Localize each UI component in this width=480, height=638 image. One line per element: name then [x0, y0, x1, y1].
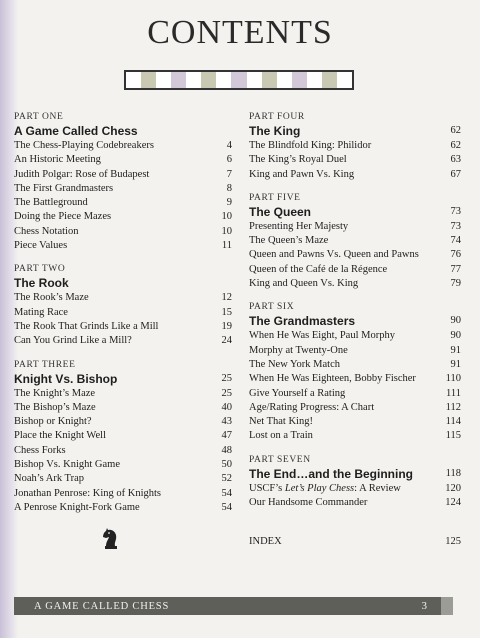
toc-entry-title: Bishop Vs. Knight Game — [14, 459, 120, 471]
toc-entry-page: 7 — [226, 168, 232, 180]
toc-entry — [14, 501, 232, 515]
toc-entry-title: A Penrose Knight-Fork Game — [14, 501, 140, 513]
toc-entry-page: 110 — [445, 373, 461, 385]
toc-entry-page: 40 — [221, 401, 232, 413]
toc-entry-title: The Blindfold King: Philidor — [249, 140, 372, 151]
toc-entry — [14, 210, 232, 224]
index-page: 125 — [445, 536, 461, 547]
toc-entry-title: Doing the Piece Mazes — [14, 211, 112, 223]
section-title-page: 118 — [445, 467, 461, 479]
section-title-text: Knight Vs. Bishop — [14, 371, 118, 386]
toc-entry — [249, 358, 461, 372]
toc-entry-page: 76 — [450, 249, 461, 261]
banner-square — [277, 72, 292, 88]
banner-square — [337, 72, 352, 88]
toc-entry-page: 24 — [221, 335, 232, 347]
toc-entry-page: 47 — [221, 430, 232, 442]
toc-entry-page: 54 — [221, 501, 232, 513]
toc-entry-page: 8 — [226, 182, 232, 194]
section-title-text: The King — [249, 124, 301, 138]
toc-entry-page: 74 — [450, 235, 461, 247]
toc-entry-title: The Rook That Grinds Like a Mill — [14, 320, 159, 332]
toc-entry-title: Age/Rating Progress: A Chart — [249, 401, 375, 413]
toc-entry — [249, 372, 461, 386]
part-label: PART ONE — [14, 112, 64, 122]
toc-entry-title: Queen of the Café de la Régence — [249, 263, 388, 275]
toc-entry — [14, 415, 232, 429]
section-title — [249, 204, 461, 220]
toc-entry-title: Judith Polgar: Rose of Budapest — [14, 168, 150, 180]
toc-entry-title: King and Queen Vs. King — [249, 278, 359, 290]
toc-entry-title: Place the Knight Well — [14, 430, 106, 442]
page-title: CONTENTS — [147, 14, 333, 51]
toc-entry-title: Jonathan Penrose: King of Knights — [14, 487, 161, 499]
toc-entry-title: Presenting Her Majesty — [249, 220, 349, 232]
toc-entry — [14, 472, 232, 486]
toc-entry-page: 15 — [221, 306, 232, 318]
toc-entry-title: The Chess-Playing Codebreakers — [14, 140, 154, 151]
toc-entry-title: The King’s Royal Duel — [249, 154, 347, 166]
toc-entry-title: The Rook’s Maze — [14, 292, 89, 304]
toc-entry-page: 63 — [450, 154, 461, 166]
toc-entry-title: The Queen’s Maze — [249, 235, 329, 247]
toc-entry-title: Bishop or Knight? — [14, 416, 92, 428]
toc-entry-title: The Battleground — [14, 197, 88, 209]
toc-entry-page: 12 — [221, 292, 232, 304]
section-title: A Game Called Chess — [14, 124, 138, 138]
toc-entry-title: USCF’s Let’s Play Chess: A Review — [249, 482, 401, 494]
footer-page-number: 3 — [421, 600, 427, 612]
part-label: PART FOUR — [249, 112, 305, 122]
section-title — [249, 123, 461, 139]
toc-entry-page: 79 — [450, 278, 461, 290]
toc-entry-page: 9 — [226, 197, 232, 209]
part-label: PART TWO — [14, 264, 66, 275]
toc-entry — [249, 387, 461, 401]
toc-entry-title: Mating Race — [14, 306, 68, 318]
section-title: The Rook — [14, 276, 69, 291]
toc-entry-title: When He Was Eighteen, Bobby Fischer — [249, 373, 416, 385]
toc-entry-page: 10 — [221, 225, 232, 237]
toc-entry — [249, 496, 461, 510]
toc-entry-page: 120 — [445, 482, 461, 494]
banner-square — [186, 72, 201, 88]
toc-entry-page: 62 — [450, 140, 461, 151]
toc-entry — [249, 168, 461, 182]
contents-section — [249, 111, 461, 182]
part-label: PART SIX — [249, 302, 295, 313]
toc-entry — [14, 182, 232, 196]
toc-entry-page: 67 — [450, 168, 461, 180]
index-label: INDEX — [249, 536, 282, 547]
section-title — [14, 371, 232, 387]
toc-entry-title: Chess Forks — [14, 444, 66, 456]
part-label: PART SEVEN — [249, 454, 311, 465]
banner-square — [156, 72, 171, 88]
toc-entry — [249, 220, 461, 234]
toc-entry-title: Lost on a Train — [249, 430, 313, 442]
contents-section — [249, 192, 461, 291]
toc-entry — [249, 248, 461, 262]
index-entry — [249, 536, 461, 547]
toc-entry-page: 115 — [445, 430, 461, 442]
contents-section — [249, 454, 461, 511]
toc-entry — [14, 320, 232, 334]
toc-entry-title: Piece Values — [14, 240, 68, 252]
toc-entry-page: 91 — [450, 358, 461, 370]
toc-entry — [14, 444, 232, 458]
toc-entry — [249, 344, 461, 358]
toc-entry-page: 11 — [221, 240, 232, 252]
toc-entry — [14, 429, 232, 443]
contents-section — [14, 263, 232, 348]
toc-entry — [249, 401, 461, 415]
toc-entry — [249, 234, 461, 248]
toc-entry — [14, 458, 232, 472]
banner-square — [322, 72, 337, 88]
toc-entry-page: 90 — [450, 330, 461, 342]
chess-knight-icon — [101, 528, 121, 550]
toc-entry-title: When He Was Eight, Paul Morphy — [249, 330, 395, 342]
page-footer — [14, 597, 441, 615]
banner-square — [262, 72, 277, 88]
banner-square — [231, 72, 246, 88]
footer-title: A GAME CALLED CHESS — [34, 600, 170, 612]
toc-entry — [14, 401, 232, 415]
toc-entry — [249, 415, 461, 429]
toc-entry — [249, 277, 461, 291]
toc-entry-page: 25 — [221, 387, 232, 399]
footer-cap — [441, 597, 453, 615]
toc-entry-title: Our Handsome Commander — [249, 497, 368, 509]
toc-entry — [14, 153, 232, 167]
toc-entry — [249, 329, 461, 343]
toc-entry-title: The Bishop’s Maze — [14, 401, 96, 413]
toc-entry-page: 50 — [221, 459, 232, 471]
toc-entry-title: Net That King! — [249, 416, 313, 428]
toc-entry-title: An Historic Meeting — [14, 154, 101, 166]
toc-entry — [249, 153, 461, 167]
toc-entry-page: 124 — [445, 497, 461, 509]
toc-entry — [14, 139, 232, 153]
toc-entry-page: 111 — [446, 387, 461, 399]
toc-entry-title: Can You Grind Like a Mill? — [14, 335, 132, 347]
toc-entry — [249, 429, 461, 443]
toc-entry — [14, 306, 232, 320]
section-title — [249, 313, 461, 329]
toc-entry-page: 4 — [226, 140, 232, 151]
part-label: PART THREE — [14, 359, 76, 370]
banner-square — [141, 72, 156, 88]
toc-entry-page: 73 — [450, 220, 461, 232]
toc-entry-page: 43 — [221, 416, 232, 428]
contents-section — [14, 111, 232, 253]
toc-entry-page: 48 — [221, 444, 232, 456]
part-label: PART FIVE — [249, 192, 301, 203]
banner-square — [307, 72, 322, 88]
toc-entry-title: Noah’s Ark Trap — [14, 473, 85, 485]
toc-entry-title: The Knight’s Maze — [14, 387, 96, 399]
toc-entry-page: 10 — [221, 211, 232, 223]
toc-entry-page: 77 — [450, 263, 461, 275]
banner-square — [292, 72, 307, 88]
toc-entry-title: King and Pawn Vs. King — [249, 168, 355, 180]
toc-entry — [14, 387, 232, 401]
toc-entry-page: 6 — [226, 154, 232, 166]
toc-entry — [14, 334, 232, 348]
toc-entry — [14, 291, 232, 305]
toc-entry-title: The First Grandmasters — [14, 182, 114, 194]
toc-entry-page: 19 — [221, 320, 232, 332]
contents-section — [14, 359, 232, 516]
section-title-text: The Grandmasters — [249, 314, 356, 329]
toc-entry-title: Queen and Pawns Vs. Queen and Pawns — [249, 249, 419, 261]
section-title-page: 73 — [450, 205, 461, 217]
banner-square — [126, 72, 141, 88]
toc-entry-page: 114 — [445, 416, 461, 428]
contents-section — [249, 301, 461, 443]
toc-entry — [249, 139, 461, 153]
contents-right-column — [249, 111, 461, 520]
banner-square — [171, 72, 186, 88]
section-title-page: 25 — [221, 372, 232, 384]
toc-entry — [14, 225, 232, 239]
toc-entry — [249, 482, 461, 496]
banner-square — [201, 72, 216, 88]
toc-entry-page: 112 — [445, 401, 461, 413]
section-title-text: The Queen — [249, 204, 312, 219]
toc-entry-page: 52 — [221, 473, 232, 485]
toc-entry-title: The New York Match — [249, 358, 340, 370]
toc-entry-title: Chess Notation — [14, 225, 79, 237]
toc-entry — [14, 487, 232, 501]
toc-entry — [14, 239, 232, 253]
toc-entry-title: Give Yourself a Rating — [249, 387, 346, 399]
toc-entry — [14, 196, 232, 210]
banner-square — [247, 72, 262, 88]
toc-entry — [14, 168, 232, 182]
decorative-banner — [124, 70, 354, 90]
toc-entry — [249, 263, 461, 277]
contents-left-column — [14, 111, 232, 525]
toc-entry-page: 54 — [221, 487, 232, 499]
toc-entry-page: 91 — [450, 344, 461, 356]
banner-square — [216, 72, 231, 88]
section-title — [249, 466, 461, 482]
section-title-text: The End…and the Beginning — [249, 466, 413, 481]
section-title-page: 90 — [450, 315, 461, 327]
toc-entry-title: Morphy at Twenty-One — [249, 344, 348, 356]
section-title-page: 62 — [450, 125, 461, 136]
